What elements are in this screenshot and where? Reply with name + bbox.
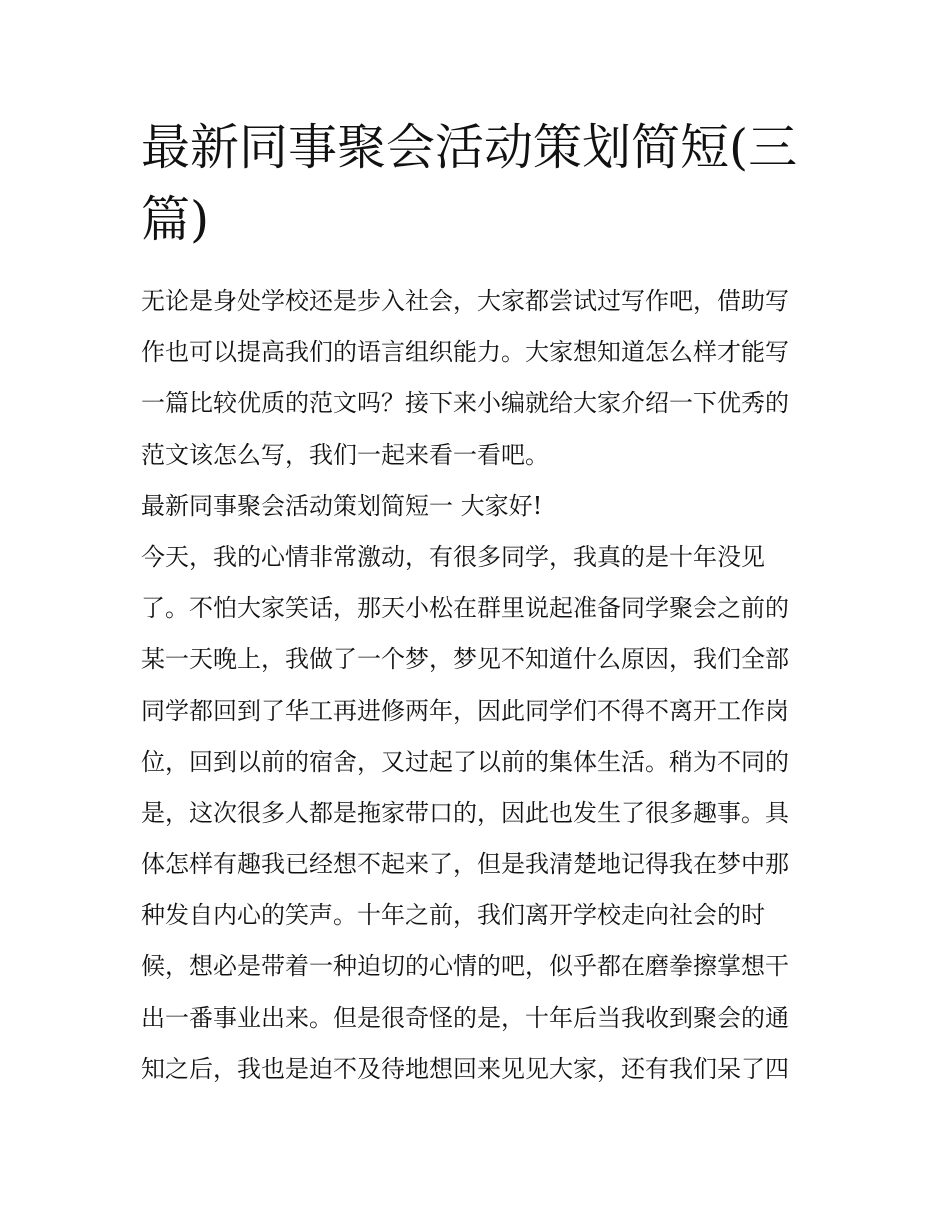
body-line: 体怎样有趣我已经想不起来了，但是我清楚地记得我在梦中那 (141, 850, 789, 879)
body-line: 候，想必是带着一种迫切的心情的吧，似乎都在磨拳擦掌想干 (141, 952, 789, 981)
body-line: 同学都回到了华工再进修两年，因此同学们不得不离开工作岗 (141, 696, 789, 725)
body-line: 种发自内心的笑声。十年之前，我们离开学校走向社会的时 (141, 901, 765, 930)
body-line: 一篇比较优质的范文吗？接下来小编就给大家介绍一下优秀的 (141, 389, 789, 418)
body-line: 范文该怎么写，我们一起来看一看吧。 (141, 440, 549, 469)
document-title (141, 112, 821, 256)
body-line: 今天，我的心情非常激动，有很多同学，我真的是十年没见 (141, 542, 765, 571)
title-line-2: 篇) (141, 191, 210, 248)
body-line: 是，这次很多人都是拖家带口的，因此也发生了很多趣事。具 (141, 798, 789, 827)
body-line: 知之后，我也是迫不及待地想回来见见大家，还有我们呆了四 (141, 1054, 789, 1083)
body-line: 出一番事业出来。但是很奇怪的是，十年后当我收到聚会的通 (141, 1003, 789, 1032)
body-line: 了。不怕大家笑话，那天小松在群里说起准备同学聚会之前的 (141, 594, 789, 623)
body-line: 无论是身处学校还是步入社会，大家都尝试过写作吧，借助写 (141, 287, 789, 315)
title-line-1: 最新同事聚会活动策划简短(三 (141, 119, 798, 176)
body-line: 某一天晚上，我做了一个梦，梦见不知道什么原因，我们全部 (141, 645, 789, 674)
body-line: 位，回到以前的宿舍，又过起了以前的集体生活。稍为不同的 (141, 747, 789, 776)
document-body (141, 276, 821, 1095)
section-heading-line: 最新同事聚会活动策划简短一 大家好! (141, 491, 543, 520)
body-line: 作也可以提高我们的语言组织能力。大家想知道怎么样才能写 (141, 338, 789, 367)
